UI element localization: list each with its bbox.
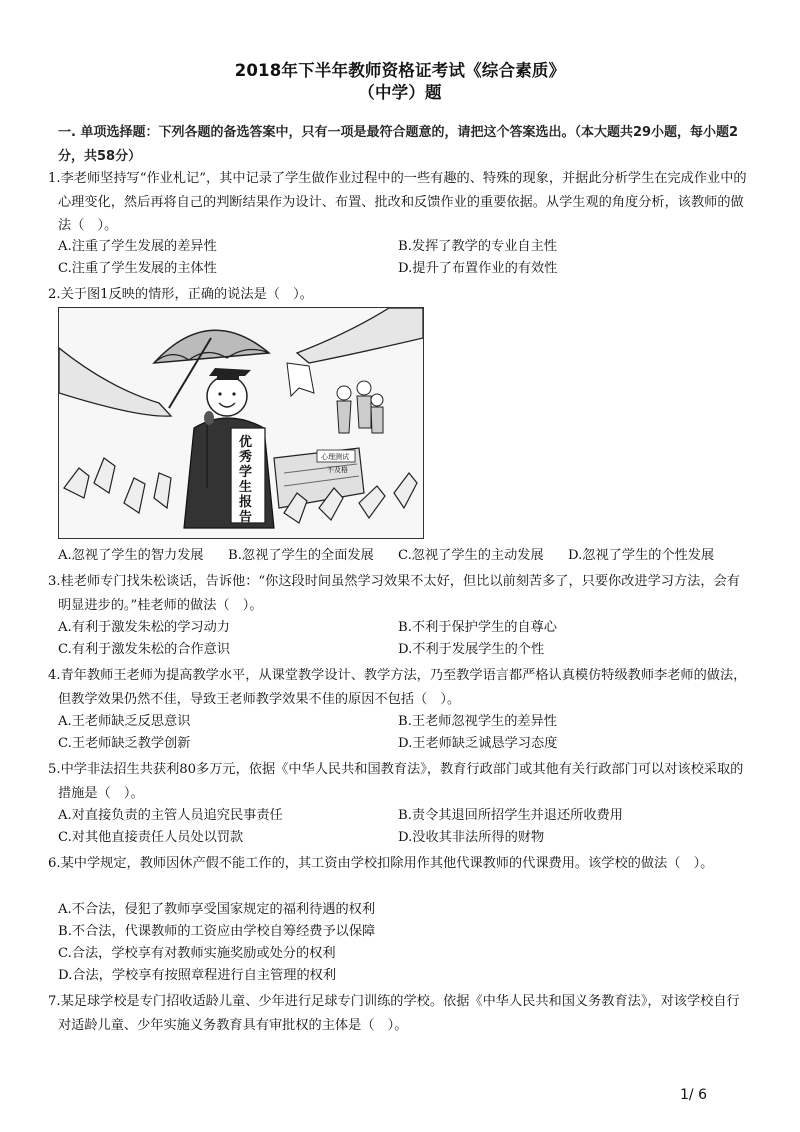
question-6-option-a[interactable]: A.不合法，侵犯了教师享受国家规定的福利待遇的权利 xyxy=(58,902,376,917)
question-1-stem: 1.李老师坚持写“作业札记”，其中记录了学生做作业过程中的一些有趣的、特殊的现象，并据此分析学生在完成作业中的心理变化，然后再将自己的判断结果作为设计、布置、批改和反馈作业的重要依据。从学生观的角度分析，该教师的做法（ ）。 xyxy=(48,171,747,233)
question-3-option-c[interactable]: C.有利于激发朱松的合作意识 xyxy=(58,642,231,657)
page-number: 1/ 6 xyxy=(680,1087,707,1103)
question-4-option-a[interactable]: A.王老师缺乏反思意识 xyxy=(58,714,191,729)
question-2-option-b[interactable]: B.忽视了学生的全面发展 xyxy=(228,548,374,563)
question-6-stem: 6.某中学规定，教师因休产假不能工作的，其工资由学校扣除用作其他代课教师的代课费用。该学校的做法（ ）。 xyxy=(48,856,714,871)
section-header: 一. 单项选择题：下列各题的备选答案中，只有一项是最符合题意的，请把这个答案选出。（本大题共29小题，每小题2分，共58分） xyxy=(58,125,739,164)
award-scroll-text: 优秀学生报告 xyxy=(239,435,253,525)
question-1-option-d[interactable]: D.提升了布置作业的有效性 xyxy=(398,261,558,276)
question-3-option-b[interactable]: B.不利于保护学生的自尊心 xyxy=(398,620,557,635)
question-1-option-b[interactable]: B.发挥了教学的专业自主性 xyxy=(398,239,557,254)
question-7-stem: 7.某足球学校是专门招收适龄儿童、少年进行足球专门训练的学校。依据《中华人民共和国义务教育法》，对该学校自行对适龄儿童、少年实施义务教育具有审批权的主体是（ ）。 xyxy=(48,994,740,1033)
building-sign-text-2: 不及格 xyxy=(327,466,348,474)
student-head xyxy=(207,376,247,416)
question-3-option-d[interactable]: D.不利于发展学生的个性 xyxy=(398,642,545,657)
question-4-stem: 4.青年教师王老师为提高教学水平，从课堂教学设计、教学方法，乃至教学语言都严格认真模仿特级教师李老师的做法，但教学效果仍然不佳，导致王老师教学效果不佳的原因不包括（ ）。 xyxy=(48,668,747,707)
page-title: 2018年下半年教师资格证考试《综合素质》 xyxy=(234,61,566,80)
question-4-option-d[interactable]: D.王老师缺乏诚恳学习态度 xyxy=(398,736,558,751)
question-4-option-c[interactable]: C.王老师缺乏教学创新 xyxy=(58,736,191,751)
question-2-option-d[interactable]: D.忽视了学生的个性发展 xyxy=(568,548,715,563)
question-2-stem: 2.关于图1反映的情形，正确的说法是（ ）。 xyxy=(48,287,313,302)
question-2-option-a[interactable]: A.忽视了学生的智力发展 xyxy=(58,548,204,563)
question-6-option-d[interactable]: D.合法，学校享有按照章程进行自主管理的权利 xyxy=(58,968,337,983)
question-5-option-d[interactable]: D.没收其非法所得的财物 xyxy=(398,830,545,845)
question-5-stem: 5.中学非法招生共获利80多万元，依据《中华人民共和国教育法》，教育行政部门或其他有关行政部门可以对该校采取的措施是（ ）。 xyxy=(48,762,744,801)
building-sign-text: 心理测试 xyxy=(321,453,349,461)
question-6-option-c[interactable]: C.合法，学校享有对教师实施奖励或处分的权利 xyxy=(58,946,336,961)
question-5-option-c[interactable]: C.对其他直接责任人员处以罚款 xyxy=(58,830,244,845)
question-5-option-b[interactable]: B.责令其退回所招学生并退还所收费用 xyxy=(398,808,623,823)
question-4-option-b[interactable]: B.王老师忽视学生的差异性 xyxy=(398,714,557,729)
question-3-stem: 3.桂老师专门找朱松谈话，告诉他：“你这段时间虽然学习效果不太好，但比以前刻苦多了，只要你改进学习方法，会有明显进步的。”桂老师的做法（ ）。 xyxy=(48,574,740,613)
page-subtitle: （中学）题 xyxy=(358,83,442,102)
question-5-option-a[interactable]: A.对直接负责的主管人员追究民事责任 xyxy=(58,808,283,823)
question-6-option-b[interactable]: B.不合法，代课教师的工资应由学校自筹经费予以保障 xyxy=(58,924,376,939)
figure-1-cartoon xyxy=(58,307,424,539)
question-1-option-c[interactable]: C.注重了学生发展的主体性 xyxy=(58,261,217,276)
question-2-option-c[interactable]: C.忽视了学生的主动发展 xyxy=(398,548,544,563)
question-3-option-a[interactable]: A.有利于激发朱松的学习动力 xyxy=(58,620,230,635)
question-1-option-a[interactable]: A.注重了学生发展的差异性 xyxy=(58,239,217,254)
